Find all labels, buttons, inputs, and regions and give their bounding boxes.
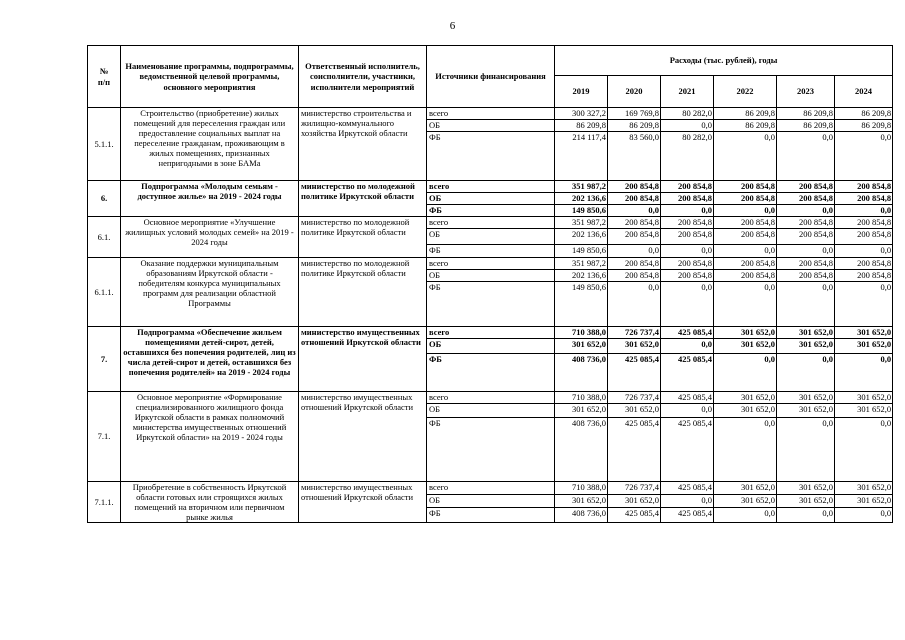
expense-value: 408 736,0 <box>555 354 608 392</box>
header-year: 2022 <box>714 76 777 108</box>
funding-source: ФБ <box>427 354 555 392</box>
row-number: 6. <box>88 181 121 217</box>
funding-source: ФБ <box>427 507 555 522</box>
expense-value: 200 854,8 <box>835 229 893 245</box>
expense-value: 0,0 <box>777 132 835 181</box>
expense-value: 425 085,4 <box>608 354 661 392</box>
expense-value: 726 737,4 <box>608 482 661 495</box>
expense-value: 0,0 <box>661 494 714 507</box>
table-header <box>88 46 893 108</box>
expense-value: 0,0 <box>608 205 661 217</box>
expense-value: 202 136,6 <box>555 270 608 282</box>
funding-source: всего <box>427 181 555 193</box>
expense-value: 200 854,8 <box>661 229 714 245</box>
responsible-executor: министерство по молодежной политике Иркутской области <box>299 217 427 258</box>
funding-source: ФБ <box>427 282 555 327</box>
expense-value: 200 854,8 <box>608 258 661 270</box>
responsible-executor: министерство имущественных отношений Иркутской области <box>299 392 427 482</box>
table-body <box>88 108 893 523</box>
expense-value: 301 652,0 <box>555 339 608 354</box>
header-sources: Источники финансирования <box>427 46 555 108</box>
expense-value: 200 854,8 <box>714 229 777 245</box>
funding-source: всего <box>427 217 555 229</box>
expense-value: 0,0 <box>714 132 777 181</box>
row-number: 7. <box>88 327 121 392</box>
budget-table-wrapper <box>87 45 893 523</box>
expense-value: 301 652,0 <box>777 404 835 418</box>
expense-value: 300 327,2 <box>555 108 608 120</box>
expense-value: 710 388,0 <box>555 327 608 339</box>
expense-value: 0,0 <box>835 282 893 327</box>
expense-value: 301 652,0 <box>714 327 777 339</box>
funding-source: ОБ <box>427 120 555 132</box>
funding-source: всего <box>427 327 555 339</box>
expense-value: 425 085,4 <box>661 418 714 482</box>
responsible-executor: министерство имущественных отношений Иркутской области <box>299 482 427 523</box>
expense-value: 200 854,8 <box>608 229 661 245</box>
expense-value: 301 652,0 <box>714 404 777 418</box>
expense-value: 200 854,8 <box>661 258 714 270</box>
row-number: 7.1. <box>88 392 121 482</box>
expense-value: 149 850,6 <box>555 245 608 258</box>
responsible-executor: министерство строительства и жилищно-коммунального хозяйства Иркутской области <box>299 108 427 181</box>
funding-source: всего <box>427 392 555 404</box>
table-row <box>88 217 893 229</box>
row-number: 6.1.1. <box>88 258 121 327</box>
expense-value: 0,0 <box>608 245 661 258</box>
expense-value: 0,0 <box>777 245 835 258</box>
expense-value: 0,0 <box>835 418 893 482</box>
table-row <box>88 392 893 404</box>
expense-value: 351 987,2 <box>555 181 608 193</box>
program-name: Основное мероприятие «Улучшение жилищных условий молодых семей» на 2019 - 2024 годы <box>121 217 299 258</box>
page-number: 6 <box>449 20 456 32</box>
responsible-executor: министерство имущественных отношений Иркутской области <box>299 327 427 392</box>
funding-source: всего <box>427 258 555 270</box>
table-row <box>88 482 893 495</box>
expense-value: 0,0 <box>835 354 893 392</box>
expense-value: 425 085,4 <box>661 392 714 404</box>
header-year: 2020 <box>608 76 661 108</box>
expense-value: 301 652,0 <box>835 339 893 354</box>
expense-value: 200 854,8 <box>608 181 661 193</box>
header-year: 2021 <box>661 76 714 108</box>
expense-value: 0,0 <box>777 418 835 482</box>
expense-value: 301 652,0 <box>714 494 777 507</box>
expense-value: 86 209,8 <box>608 120 661 132</box>
program-name: Оказание поддержки муниципальным образованиям Иркутской области - победителям конкурса муниципальных программ для реализации областной Программы <box>121 258 299 327</box>
expense-value: 301 652,0 <box>777 339 835 354</box>
expense-value: 408 736,0 <box>555 507 608 522</box>
expense-value: 710 388,0 <box>555 392 608 404</box>
funding-source: ФБ <box>427 245 555 258</box>
expense-value: 0,0 <box>714 245 777 258</box>
row-number: 5.1.1. <box>88 108 121 181</box>
expense-value: 425 085,4 <box>608 507 661 522</box>
expense-value: 710 388,0 <box>555 482 608 495</box>
header-year: 2019 <box>555 76 608 108</box>
expense-value: 202 136,6 <box>555 229 608 245</box>
expense-value: 301 652,0 <box>777 392 835 404</box>
expense-value: 425 085,4 <box>661 507 714 522</box>
expense-value: 200 854,8 <box>835 181 893 193</box>
expense-value: 200 854,8 <box>777 181 835 193</box>
expense-value: 351 987,2 <box>555 217 608 229</box>
expense-value: 0,0 <box>714 418 777 482</box>
expense-value: 301 652,0 <box>555 494 608 507</box>
expense-value: 0,0 <box>661 282 714 327</box>
program-name: Подпрограмма «Молодым семьям - доступное жилье» на 2019 - 2024 годы <box>121 181 299 217</box>
expense-value: 0,0 <box>661 245 714 258</box>
expense-value: 425 085,4 <box>661 482 714 495</box>
expense-value: 0,0 <box>835 132 893 181</box>
expense-value: 301 652,0 <box>608 339 661 354</box>
expense-value: 0,0 <box>661 205 714 217</box>
expense-value: 408 736,0 <box>555 418 608 482</box>
table-row <box>88 327 893 339</box>
expense-value: 86 209,8 <box>835 120 893 132</box>
header-responsible: Ответственный исполнитель, соисполнители, участники, исполнители мероприятий <box>299 46 427 108</box>
expense-value: 726 737,4 <box>608 392 661 404</box>
expense-value: 301 652,0 <box>835 327 893 339</box>
expense-value: 149 850,6 <box>555 282 608 327</box>
header-name: Наименование программы, подпрограммы, ведомственной целевой программы, основного мероприятия <box>121 46 299 108</box>
program-name: Основное мероприятие «Формирование специализированного жилищного фонда Иркутской области в рамках полномочий министерства имущественных отношений Иркутской области» на 2019 - 2024 годы <box>121 392 299 482</box>
responsible-executor: министерство по молодежной политике Иркутской области <box>299 258 427 327</box>
funding-source: ФБ <box>427 132 555 181</box>
funding-source: ФБ <box>427 205 555 217</box>
header-year: 2023 <box>777 76 835 108</box>
expense-value: 301 652,0 <box>714 392 777 404</box>
expense-value: 0,0 <box>661 404 714 418</box>
funding-source: ОБ <box>427 229 555 245</box>
expense-value: 200 854,8 <box>661 270 714 282</box>
funding-source: ФБ <box>427 418 555 482</box>
expense-value: 301 652,0 <box>608 404 661 418</box>
expense-value: 351 987,2 <box>555 258 608 270</box>
expense-value: 200 854,8 <box>777 193 835 205</box>
expense-value: 200 854,8 <box>714 270 777 282</box>
table-row <box>88 108 893 120</box>
expense-value: 200 854,8 <box>777 258 835 270</box>
expense-value: 200 854,8 <box>714 217 777 229</box>
expense-value: 80 282,0 <box>661 108 714 120</box>
row-number: 7.1.1. <box>88 482 121 523</box>
table-row <box>88 258 893 270</box>
expense-value: 301 652,0 <box>608 494 661 507</box>
funding-source: всего <box>427 482 555 495</box>
expense-value: 200 854,8 <box>714 193 777 205</box>
expense-value: 301 652,0 <box>835 392 893 404</box>
expense-value: 83 560,0 <box>608 132 661 181</box>
table-row <box>88 181 893 193</box>
expense-value: 200 854,8 <box>714 181 777 193</box>
expense-value: 0,0 <box>777 354 835 392</box>
expense-value: 0,0 <box>777 205 835 217</box>
expense-value: 0,0 <box>714 282 777 327</box>
funding-source: ОБ <box>427 339 555 354</box>
expense-value: 425 085,4 <box>661 354 714 392</box>
budget-table <box>87 45 893 523</box>
expense-value: 200 854,8 <box>835 217 893 229</box>
expense-value: 726 737,4 <box>608 327 661 339</box>
responsible-executor: министерство по молодежной политике Иркутской области <box>299 181 427 217</box>
expense-value: 0,0 <box>835 245 893 258</box>
expense-value: 0,0 <box>608 282 661 327</box>
expense-value: 301 652,0 <box>835 404 893 418</box>
expense-value: 86 209,8 <box>777 120 835 132</box>
expense-value: 301 652,0 <box>714 482 777 495</box>
expense-value: 86 209,8 <box>777 108 835 120</box>
expense-value: 200 854,8 <box>608 270 661 282</box>
expense-value: 0,0 <box>777 507 835 522</box>
expense-value: 200 854,8 <box>835 258 893 270</box>
expense-value: 86 209,8 <box>555 120 608 132</box>
expense-value: 86 209,8 <box>835 108 893 120</box>
expense-value: 0,0 <box>714 205 777 217</box>
expense-value: 200 854,8 <box>777 217 835 229</box>
expense-value: 425 085,4 <box>608 418 661 482</box>
expense-value: 86 209,8 <box>714 120 777 132</box>
expense-value: 425 085,4 <box>661 327 714 339</box>
funding-source: всего <box>427 108 555 120</box>
expense-value: 86 209,8 <box>714 108 777 120</box>
expense-value: 200 854,8 <box>661 181 714 193</box>
expense-value: 301 652,0 <box>777 494 835 507</box>
expense-value: 0,0 <box>661 339 714 354</box>
program-name: Строительство (приобретение) жилых помещений для переселения граждан или предоставление социальных выплат на переселение гражданам, проживающим в жилых помещениях, признанных непригодными в зоне БАМа <box>121 108 299 181</box>
header-num: № п/п <box>88 46 121 108</box>
expense-value: 301 652,0 <box>714 339 777 354</box>
expense-value: 200 854,8 <box>835 193 893 205</box>
header-year: 2024 <box>835 76 893 108</box>
expense-value: 0,0 <box>714 354 777 392</box>
expense-value: 200 854,8 <box>714 258 777 270</box>
expense-value: 200 854,8 <box>777 229 835 245</box>
expense-value: 301 652,0 <box>835 494 893 507</box>
expense-value: 200 854,8 <box>661 217 714 229</box>
expense-value: 0,0 <box>661 120 714 132</box>
funding-source: ОБ <box>427 494 555 507</box>
expense-value: 301 652,0 <box>835 482 893 495</box>
expense-value: 169 769,8 <box>608 108 661 120</box>
program-name: Подпрограмма «Обеспечение жильем помещениями детей-сирот, детей, оставшихся без попечения родителей, лиц из числа детей-сирот и детей, оставшихся без попечения родителей» на 2019 - 2024 годы <box>121 327 299 392</box>
expense-value: 301 652,0 <box>777 482 835 495</box>
expense-value: 0,0 <box>835 507 893 522</box>
row-number: 6.1. <box>88 217 121 258</box>
header-expenses: Расходы (тыс. рублей), годы <box>555 46 893 76</box>
expense-value: 0,0 <box>777 282 835 327</box>
expense-value: 301 652,0 <box>555 404 608 418</box>
funding-source: ОБ <box>427 270 555 282</box>
expense-value: 200 854,8 <box>608 217 661 229</box>
expense-value: 301 652,0 <box>777 327 835 339</box>
expense-value: 214 117,4 <box>555 132 608 181</box>
funding-source: ОБ <box>427 404 555 418</box>
expense-value: 80 282,0 <box>661 132 714 181</box>
expense-value: 202 136,6 <box>555 193 608 205</box>
expense-value: 200 854,8 <box>835 270 893 282</box>
expense-value: 200 854,8 <box>661 193 714 205</box>
expense-value: 200 854,8 <box>777 270 835 282</box>
funding-source: ОБ <box>427 193 555 205</box>
expense-value: 0,0 <box>835 205 893 217</box>
expense-value: 149 850,6 <box>555 205 608 217</box>
expense-value: 200 854,8 <box>608 193 661 205</box>
program-name: Приобретение в собственность Иркутской области готовых или строящихся жилых помещений на вторичном или первичном рынке жилья <box>121 482 299 523</box>
expense-value: 0,0 <box>714 507 777 522</box>
